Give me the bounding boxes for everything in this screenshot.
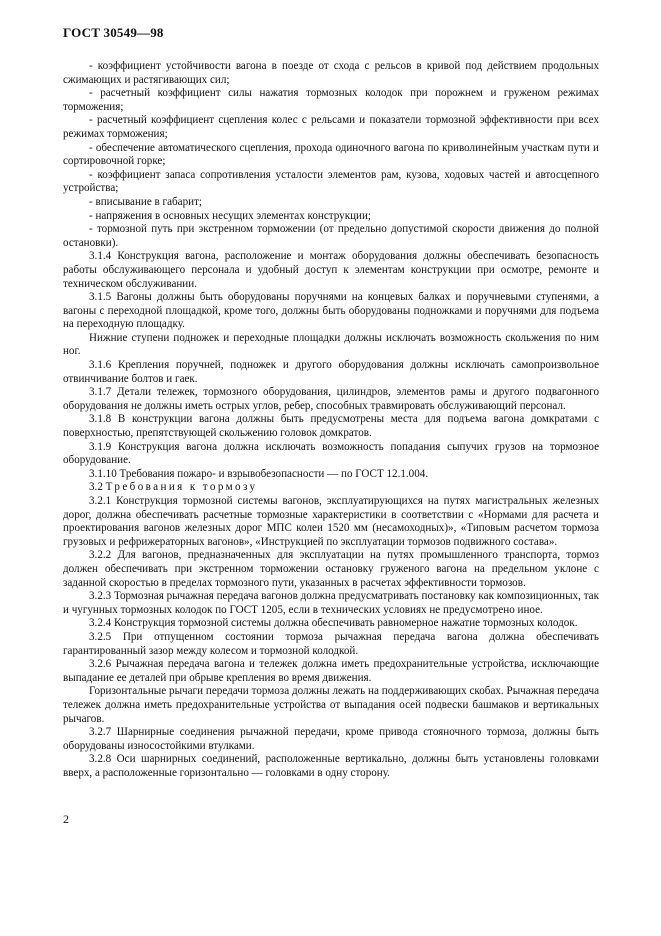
- clause-3-2-7: 3.2.7 Шарнирные соединения рычажной передачи, кроме привода стояночного тормоза, должны быть оборудованы износостойкими втулками.: [63, 726, 599, 752]
- clause-3-2-8: 3.2.8 Оси шарнирных соединений, расположенные вертикально, должны быть установлены головками вверх, а расположенные горизонтально — головками в одну сторону.: [63, 753, 599, 779]
- list-item: - вписывание в габарит;: [89, 195, 203, 208]
- list-item: - коэффициент устойчивости вагона в поезде от схода с рельсов в кривой под действием продольных сжимающих и растягивающих сил;: [63, 60, 599, 86]
- list-item: - расчетный коэффициент сцепления колес с рельсами и показатели тормозной эффективности при всех режимах торможения;: [63, 114, 599, 140]
- clause-3-2-4: 3.2.4 Конструкция тормозной системы должна обеспечивать равномерное нажатие тормозных колодок.: [89, 617, 578, 630]
- clause-3-1-6: 3.1.6 Крепления поручней, подножек и другого оборудования должны исключать самопроизвольное отвинчивание болтов и гаек.: [63, 359, 599, 385]
- clause-3-2-2: 3.2.2 Для вагонов, предназначенных для эксплуатации на путях промышленного транспорта, тормоз должен обеспечивать при экстренном торможении остановку груженого вагона на предельном уклоне с заданной скоростью в пределах тормозного пути, указанных в расчетах эффективности тормозов.: [63, 549, 599, 589]
- list-item: - расчетный коэффициент силы нажатия тормозных колодок при порожнем и груженом режимах торможения;: [63, 87, 599, 113]
- clause-3-2-6-cont: Горизонтальные рычаги передачи тормоза должны лежать на поддерживающих скобах. Рычажная передача тележек должна иметь предохранительные устройства от выпадания осей подвески башмаков и вертикальных рычагов.: [63, 685, 599, 725]
- list-item: - напряжения в основных несущих элементах конструкции;: [89, 209, 371, 222]
- clause-3-1-5-cont: Нижние ступени подножек и переходные площадки должны исключать возможность скольжения по ним ног.: [63, 331, 599, 358]
- section-title: [63, 481, 599, 495]
- clause-3-2-3: 3.2.3 Тормозная рычажная передача вагонов должна предусматривать постановку как композиционных, так и чугунных тормозных колодок по ГОСТ 1205, если в технических условиях не предусмотрено иное.: [63, 590, 599, 616]
- clause-3-2-5: 3.2.5 При отпущенном состоянии тормоза рычажная передача вагона должна обеспечивать гарантированный зазор между колесом и тормозной колодкой.: [63, 630, 599, 657]
- clause-3-1-9: 3.1.9 Конструкция вагона должна исключать возможность попадания сыпучих грузов на тормозное оборудование.: [63, 440, 599, 467]
- clause-3-1-7: 3.1.7 Детали тележек, тормозного оборудования, цилиндров, элементов рамы и другого подвагонного оборудования не должны иметь острых углов, ребер, способных травмировать обслуживающий персонал.: [63, 386, 599, 412]
- clause-3-1-8: 3.1.8 В конструкции вагона должны быть предусмотрены места для подъема вагона домкратами с поверхностью, препятствующей скольжению головок домкратов.: [63, 413, 599, 440]
- clause-3-1-5: 3.1.5 Вагоны должны быть оборудованы поручнями на концевых балках и поручневыми ступенями, а вагоны с переходной площадкой, кроме того, должны быть оборудованы подножками и поручнями для подъема на переходную площадку.: [63, 291, 599, 331]
- document-body: [63, 60, 599, 780]
- clause-3-2-6: 3.2.6 Рычажная передача вагона и тележек должна иметь предохранительные устройства, исключающие выпадание ее деталей при обрыве крепления во время движения.: [63, 658, 599, 684]
- clause-3-1-4: 3.1.4 Конструкция вагона, расположение и монтаж оборудования должны обеспечивать безопасность работы обслуживающего персонала и удобный доступ к элементам конструкции при осмотре, ремонте и техническом обслуживании.: [63, 250, 599, 290]
- clause-3-1-10: 3.1.10 Требования пожаро- и взрывобезопасности — по ГОСТ 12.1.004.: [89, 467, 429, 480]
- section-number: 3.2: [89, 481, 103, 494]
- list-item: - обеспечение автоматического сцепления, прохода одиночного вагона по криволинейным участкам пути и сортировочной горке;: [63, 141, 599, 168]
- list-item: - коэффициент запаса сопротивления усталости элементов рам, кузова, ходовых частей и автосцепного устройства;: [63, 168, 599, 195]
- page-number: 2: [63, 812, 69, 826]
- section-heading: Требования к тормозу: [105, 481, 258, 494]
- document-header: ГОСТ 30549—98: [63, 25, 164, 40]
- clause-3-2-1: 3.2.1 Конструкция тормозной системы вагонов, эксплуатирующихся на путях магистральных железных дорог, должна обеспечивать расчетные тормозные характеристики в соответствии с «Нормами для расчета и проектирования вагонов железных дорог МПС колеи 1520 мм (несамоходных)», «Типовым расчетом тормоза грузовых и рефрижераторных вагонов», «Инструкцией по эксплуатации тормозов подвижного состава».: [63, 495, 599, 548]
- list-item: - тормозной путь при экстренном торможении (от предельно допустимой скорости движения до полной остановки).: [63, 223, 599, 249]
